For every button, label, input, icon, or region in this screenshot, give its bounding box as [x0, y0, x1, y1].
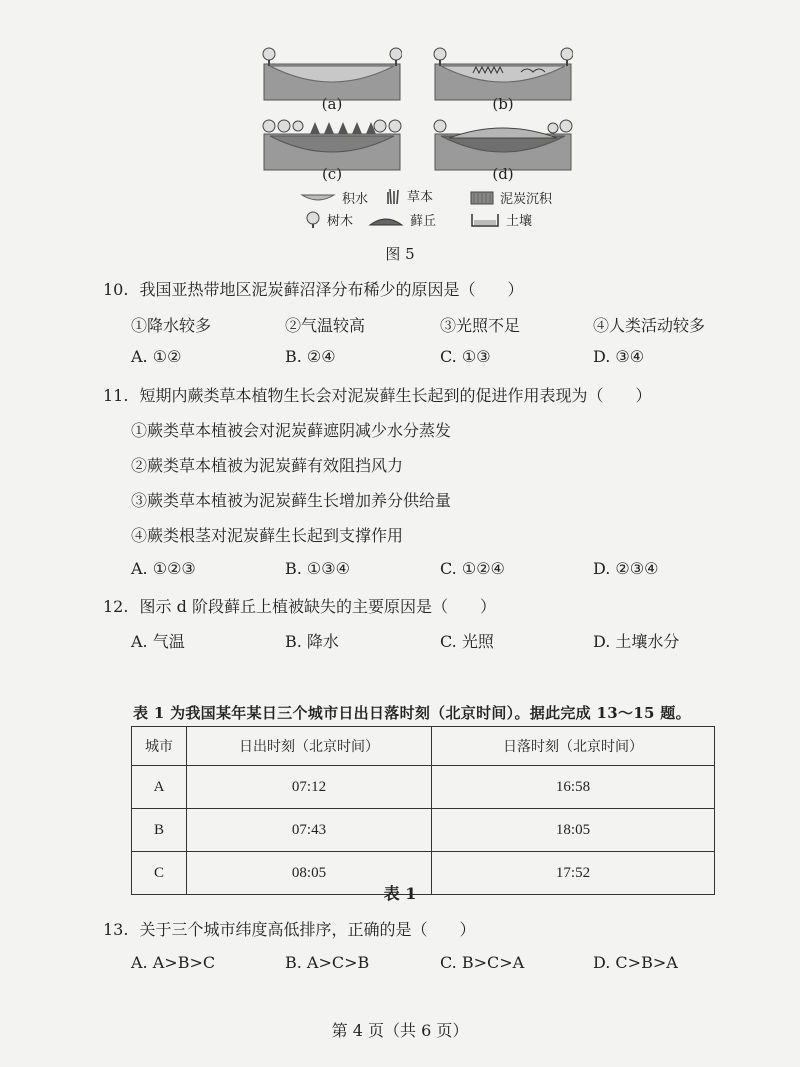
question-stem	[103, 594, 496, 617]
statement-item: ②蕨类草本植被为泥炭藓有效阻挡风力	[131, 456, 404, 475]
legend-item-moss-mound: 藓丘	[368, 210, 436, 229]
tree-icon	[390, 48, 402, 66]
statement-item: ①降水较多	[131, 316, 212, 335]
option-c[interactable]: C. ①②④	[440, 559, 505, 578]
question-stem	[103, 917, 476, 940]
option-a[interactable]: A. ①②	[131, 347, 182, 366]
question-number: 10.	[103, 280, 129, 299]
table-cell-sunrise: 07:43	[187, 809, 432, 852]
table-header-sunrise: 日出时刻（北京时间）	[187, 727, 432, 766]
option-d[interactable]: D. ②③④	[593, 559, 659, 578]
option-a[interactable]: A. ①②③	[131, 559, 196, 578]
table-header-city: 城市	[132, 727, 187, 766]
option-b[interactable]: B. ②④	[285, 347, 336, 366]
question-stem	[103, 277, 524, 300]
tree-icon	[263, 48, 275, 66]
table-cell-sunrise: 07:12	[187, 766, 432, 809]
statement-item: ②气温较高	[285, 316, 366, 335]
table-row	[132, 766, 715, 809]
water-icon	[300, 191, 336, 205]
soil-icon	[470, 212, 500, 228]
table-caption: 表 1	[383, 884, 417, 903]
option-d[interactable]: D. ③④	[593, 347, 645, 366]
question-number: 11.	[103, 386, 129, 405]
option-a[interactable]: A. 气温	[131, 632, 185, 651]
question-number: 12.	[103, 597, 129, 616]
table-header-row	[132, 727, 715, 766]
option-b[interactable]: B. A>C>B	[285, 953, 370, 972]
tree-icon	[305, 211, 321, 229]
legend-item-soil: 土壤	[470, 210, 532, 229]
question-text: 图示 d 阶段藓丘上植被缺失的主要原因是（ ）	[139, 597, 496, 616]
moss-mound-icon	[368, 213, 404, 227]
table-cell-city: A	[132, 766, 187, 809]
figure-caption: 图 5	[385, 245, 415, 263]
question-text: 短期内蕨类草本植物生长会对泥炭藓生长起到的促进作用表现为（ ）	[139, 386, 652, 405]
table-intro: 表 1 为我国某年某日三个城市日出日落时刻（北京时间）。据此完成 13～15 题。	[133, 704, 691, 722]
table-cell-sunset: 17:52	[432, 852, 715, 895]
table-row	[132, 809, 715, 852]
option-a[interactable]: A. A>B>C	[131, 953, 216, 972]
legend-item-grass: 草本	[385, 186, 433, 205]
statement-item: ④人类活动较多	[593, 316, 706, 335]
question-number: 13.	[103, 920, 129, 939]
option-d[interactable]: D. C>B>A	[593, 953, 678, 972]
sunrise-sunset-table	[131, 726, 715, 895]
legend-item-water: 积水	[300, 188, 368, 207]
figure-panel-label: (a)	[321, 95, 343, 113]
legend-item-tree: 树木	[305, 210, 353, 229]
option-d[interactable]: D. 土壤水分	[593, 632, 680, 651]
statement-item: ③蕨类草本植被为泥炭藓生长增加养分供给量	[131, 491, 452, 510]
grass-icon	[385, 187, 401, 205]
figure-panel-label: (d)	[492, 165, 514, 183]
statement-item: ④蕨类根茎对泥炭藓生长起到支撑作用	[131, 526, 404, 545]
option-c[interactable]: C. ①③	[440, 347, 491, 366]
figure-panel-label: (c)	[321, 165, 343, 183]
question-text: 关于三个城市纬度高低排序，正确的是（ ）	[139, 920, 476, 939]
page-footer: 第 4 页（共 6 页）	[331, 1021, 469, 1040]
option-c[interactable]: C. B>C>A	[440, 953, 525, 972]
table-cell-sunset: 18:05	[432, 809, 715, 852]
option-b[interactable]: B. 降水	[285, 632, 339, 651]
statement-item: ③光照不足	[440, 316, 521, 335]
table-cell-city: C	[132, 852, 187, 895]
option-c[interactable]: C. 光照	[440, 632, 494, 651]
question-stem	[103, 383, 652, 406]
table-cell-sunset: 16:58	[432, 766, 715, 809]
figure-panel-label: (b)	[492, 95, 514, 113]
peat-icon	[470, 191, 494, 205]
table-cell-city: B	[132, 809, 187, 852]
legend-item-peat: 泥炭沉积	[470, 188, 552, 207]
question-text: 我国亚热带地区泥炭藓沼泽分布稀少的原因是（ ）	[139, 280, 524, 299]
table-header-sunset: 日落时刻（北京时间）	[432, 727, 715, 766]
table-cell-sunrise: 08:05	[187, 852, 432, 895]
statement-item: ①蕨类草本植被会对泥炭藓遮阴减少水分蒸发	[131, 421, 452, 440]
option-b[interactable]: B. ①③④	[285, 559, 350, 578]
